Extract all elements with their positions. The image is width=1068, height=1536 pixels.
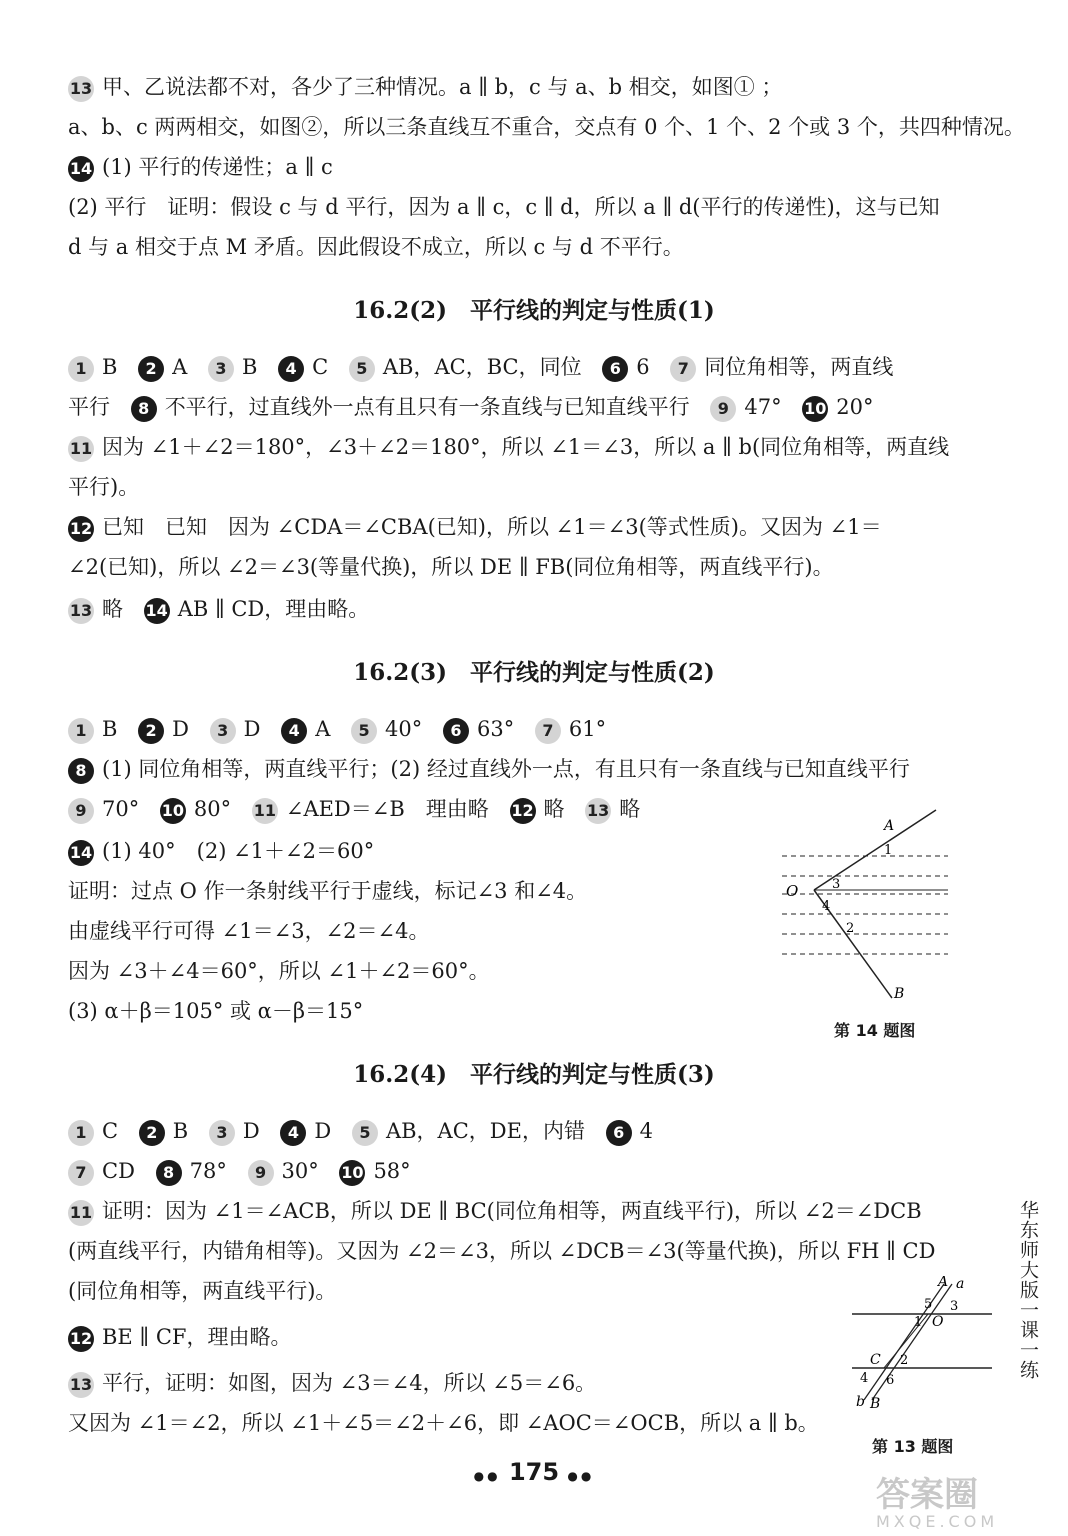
answer-14-line2: (2) 平行 证明：假设 c 与 d 平行，因为 a ∥ c，c ∥ d，所以 a ∥ d(平行的传递性)，这与已知 — [68, 195, 940, 219]
book-series-label: 华东师大版一课一练 — [1017, 1200, 1039, 1380]
left-dots-icon: ●● — [473, 1469, 501, 1483]
s3-proof-3: 因为 ∠3＋∠4＝60°，所以 ∠1＋∠2＝60°。 — [68, 959, 490, 983]
fig13-label-a: a — [956, 1276, 965, 1292]
s2-row4: 平行)。 — [68, 475, 140, 499]
s4-row8: 又因为 ∠1＝∠2，所以 ∠1＋∠5＝∠2＋∠6，即 ∠AOC＝∠OCB，所以 a ∥ b。 — [68, 1411, 819, 1435]
figure-13-caption: 第 13 题图 — [872, 1437, 954, 1456]
watermark-url: MXQE.COM — [876, 1512, 999, 1531]
s2-row1: 1 B 2 A 3 B 4 C 5 AB，AC，BC，同位 6 6 7 同位角相等，两直线 — [68, 352, 893, 382]
fig14-label-2: 2 — [846, 921, 855, 936]
fig13-label-b: b — [856, 1394, 865, 1408]
answer-13-line1: 13 甲、乙说法都不对，各少了三种情况。a ∥ b，c 与 a、b 相交，如图① ； — [68, 72, 782, 102]
fig13-label-4: 4 — [860, 1371, 869, 1386]
fig13-label-2: 2 — [900, 1353, 909, 1368]
s4-row4: (两直线平行，内错角相等)。又因为 ∠2＝∠3，所以 ∠DCB＝∠3(等量代换)，所以 FH ∥ CD — [68, 1239, 936, 1263]
figure-14-diagram — [780, 808, 950, 1008]
watermark — [876, 1475, 1056, 1531]
fig14-label-4: 4 — [822, 899, 831, 914]
fig14-label-1: 1 — [884, 843, 893, 858]
answer-14-line1: 14 (1) 平行的传递性；a ∥ c — [68, 152, 333, 182]
s2-row5: 12 已知 已知 因为 ∠CDA＝∠CBA(已知)，所以 ∠1＝∠3(等式性质)。又因为 ∠1＝ — [68, 512, 882, 542]
fig13-label-6: 6 — [886, 1373, 895, 1388]
s2-row6: ∠2(已知)，所以 ∠2＝∠3(等量代换)，所以 DE ∥ FB(同位角相等，两直线平行)。 — [68, 555, 834, 579]
s3-row4: 14 (1) 40° (2) ∠1＋∠2＝60° — [68, 836, 374, 866]
s4-row3: 11 证明：因为 ∠1＝∠ACB，所以 DE ∥ BC(同位角相等，两直线平行)，所以 ∠2＝∠DCB — [68, 1196, 922, 1226]
s2-row2: 平行 8 不平行，过直线外一点有且只有一条直线与已知直线平行 9 47° 10 20° — [68, 392, 874, 422]
section-title-16-2-3: 16.2(3) 平行线的判定与性质(2) — [353, 659, 715, 686]
fig14-label-O: O — [786, 882, 799, 900]
fig13-label-B: B — [870, 1396, 881, 1408]
figure-13-diagram — [846, 1276, 996, 1408]
fig13-label-O: O — [932, 1314, 944, 1330]
s4-row2: 7 CD 8 78° 9 30° 10 58° — [68, 1156, 411, 1186]
s2-row7: 13 略 14 AB ∥ CD，理由略。 — [68, 594, 369, 624]
s3-row2: 8 (1) 同位角相等，两直线平行；(2) 经过直线外一点，有且只有一条直线与已知直线平行 — [68, 754, 910, 784]
s3-row1: 1 B 2 D 3 D 4 A 5 40° 6 63° 7 61° — [68, 714, 606, 744]
fig13-label-1: 1 — [914, 1315, 923, 1330]
fig13-label-A: A — [938, 1276, 949, 1290]
s4-row5: (同位角相等，两直线平行)。 — [68, 1279, 337, 1303]
s4-row1: 1 C 2 B 3 D 4 D 5 AB，AC，DE，内错 6 4 — [68, 1116, 653, 1146]
page-number: ●● 175 ●● — [473, 1458, 595, 1486]
fig13-label-3: 3 — [950, 1299, 959, 1314]
s4-row6: 12 BE ∥ CF，理由略。 — [68, 1322, 291, 1352]
fig13-label-C: C — [870, 1352, 881, 1368]
fig14-label-3: 3 — [832, 877, 841, 892]
watermark-logo: 答案圈 — [876, 1475, 978, 1515]
s3-proof-4: (3) α＋β＝105° 或 α－β＝15° — [68, 999, 364, 1023]
q-badge-14: 14 — [68, 156, 94, 182]
figure-14-caption: 第 14 题图 — [834, 1021, 916, 1040]
s2-row3: 11 因为 ∠1＋∠2＝180°，∠3＋∠2＝180°，所以 ∠1＝∠3，所以 a ∥ b(同位角相等，两直线 — [68, 432, 949, 462]
answer-13-line2: a、b、c 两两相交，如图②，所以三条直线互不重合，交点有 0 个、1 个、2 个或 3 个，共四种情况。 — [68, 115, 1025, 139]
fig13-label-5: 5 — [924, 1297, 933, 1312]
q-badge-13: 13 — [68, 76, 94, 102]
s3-proof-2: 由虚线平行可得 ∠1＝∠3，∠2＝∠4。 — [68, 919, 430, 943]
right-dots-icon: ●● — [567, 1469, 595, 1483]
fig14-label-B: B — [894, 986, 905, 1002]
answer-14-line3: d 与 a 相交于点 M 矛盾。因此假设不成立，所以 c 与 d 不平行。 — [68, 235, 684, 259]
section-title-16-2-2: 16.2(2) 平行线的判定与性质(1) — [353, 297, 715, 324]
section-title-16-2-4: 16.2(4) 平行线的判定与性质(3) — [353, 1061, 715, 1088]
s3-proof-1: 证明：过点 O 作一条射线平行于虚线，标记∠3 和∠4。 — [68, 879, 588, 903]
s3-row3: 9 70° 10 80° 11 ∠AED＝∠B 理由略 12 略 13 略 — [68, 794, 640, 824]
fig14-label-A: A — [884, 818, 895, 834]
s4-row7: 13 平行，证明：如图，因为 ∠3＝∠4，所以 ∠5＝∠6。 — [68, 1368, 596, 1398]
